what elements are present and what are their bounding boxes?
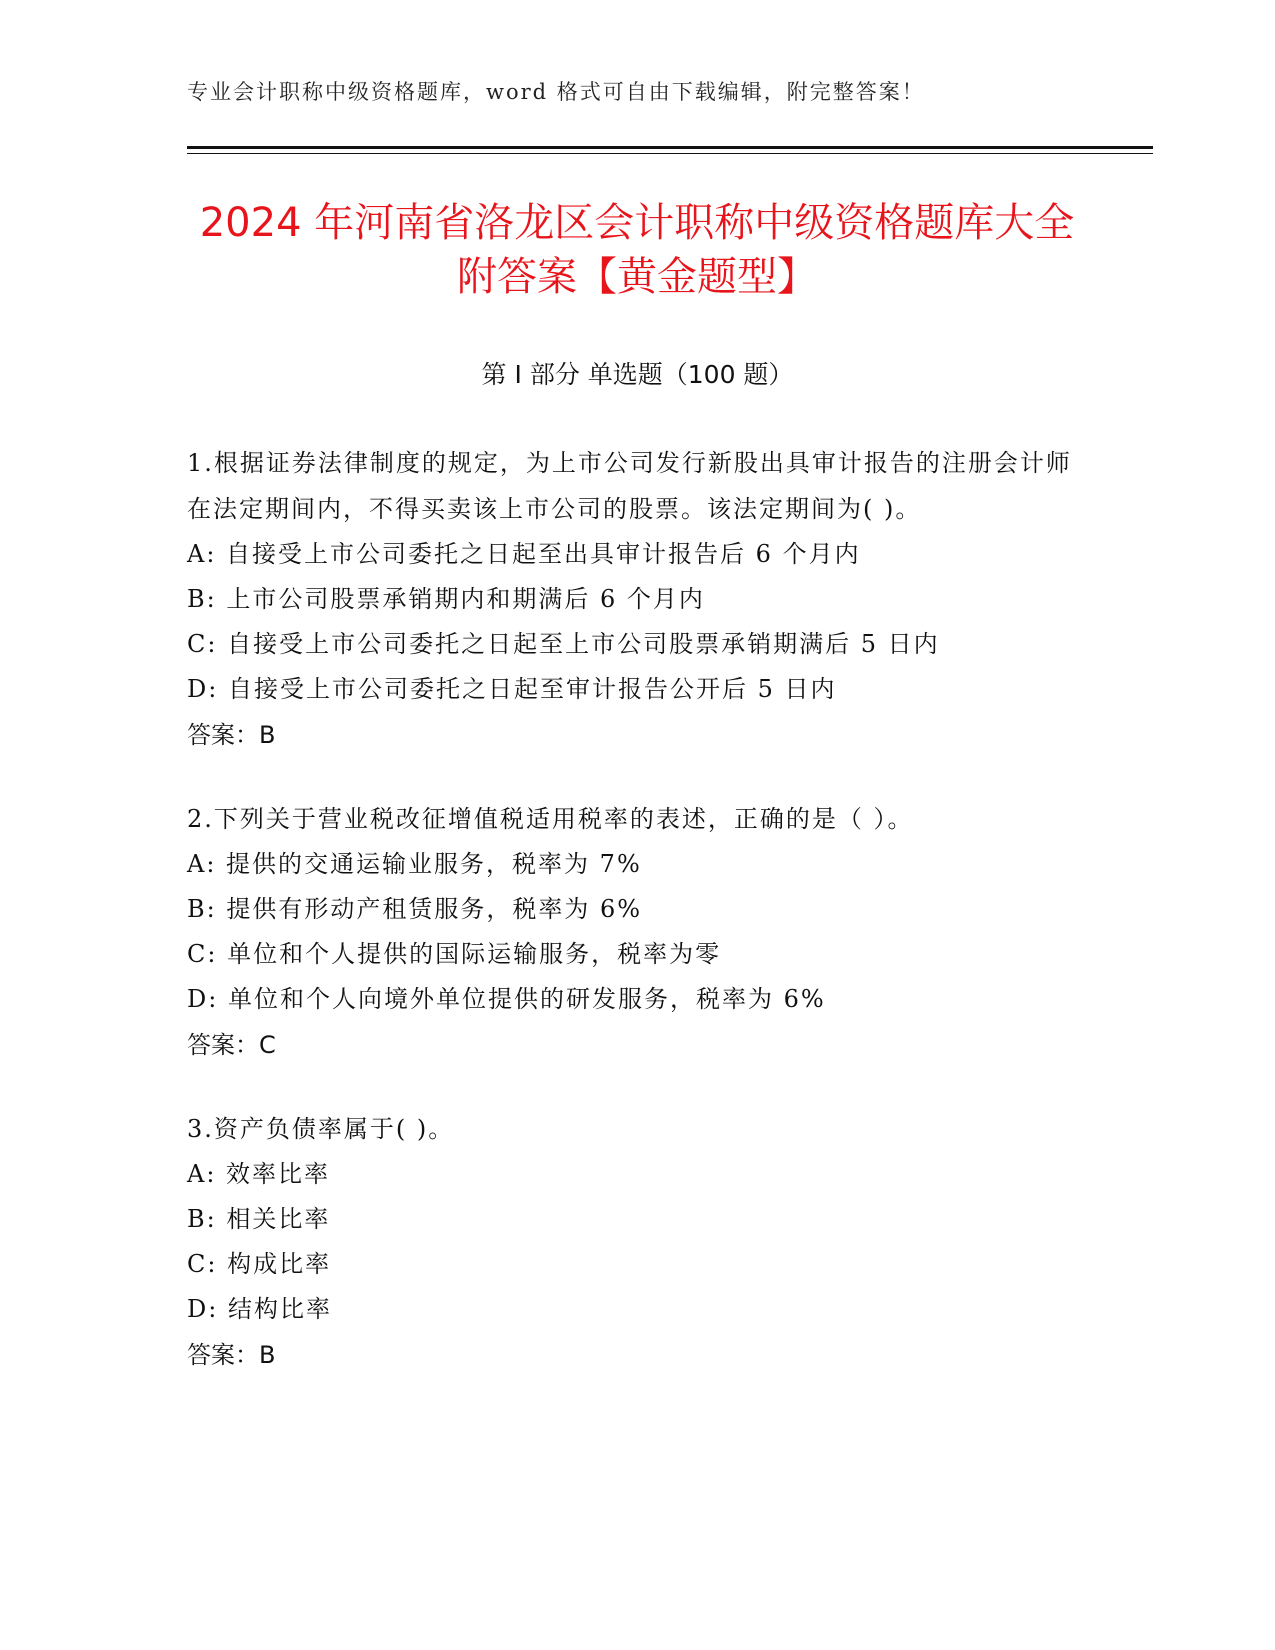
option-b: B: 提供有形动产租赁服务，税率为 6% (187, 895, 643, 923)
option-b: B: 相关比率 (187, 1205, 331, 1233)
question-1 (187, 440, 1087, 758)
header-rule-thin (187, 153, 1153, 154)
option-c: C: 单位和个人提供的国际运输服务，税率为零 (187, 940, 722, 968)
answer-line: 答案：B (187, 721, 276, 749)
option-d: D: 自接受上市公司委托之日起至审计报告公开后 5 日内 (187, 675, 837, 703)
option-a: A: 效率比率 (187, 1160, 331, 1188)
option-d: D: 结构比率 (187, 1295, 332, 1323)
option-a: A: 提供的交通运输业服务，税率为 7% (187, 850, 642, 878)
question-stem: 3.资产负债率属于( )。 (187, 1115, 455, 1143)
question-stem: 2.下列关于营业税改征增值税适用税率的表述，正确的是（ ）。 (187, 805, 914, 833)
question-2 (187, 796, 1087, 1068)
question-list (187, 440, 1087, 1416)
answer-line: 答案：C (187, 1031, 276, 1059)
header-rule-thick (187, 146, 1153, 149)
question-3 (187, 1106, 1087, 1378)
option-d: D: 单位和个人向境外单位提供的研发服务，税率为 6% (187, 985, 826, 1013)
section-heading: 第 I 部分 单选题（100 题） (481, 360, 794, 389)
document-title: 2024 年河南省洛龙区会计职称中级资格题库大全附答案【黄金题型】 (199, 200, 1075, 300)
option-c: C: 构成比率 (187, 1250, 332, 1278)
option-b: B: 上市公司股票承销期内和期满后 6 个月内 (187, 585, 705, 613)
option-a: A: 自接受上市公司委托之日起至出具审计报告后 6 个月内 (187, 540, 861, 568)
answer-line: 答案：B (187, 1341, 276, 1369)
header-note: 专业会计职称中级资格题库，word 格式可自由下载编辑，附完整答案！ (187, 80, 925, 104)
option-c: C: 自接受上市公司委托之日起至上市公司股票承销期满后 5 日内 (187, 630, 940, 658)
question-stem: 1.根据证券法律制度的规定，为上市公司发行新股出具审计报告的注册会计师在法定期间内，不得买卖该上市公司的股票。该法定期间为( )。 (187, 449, 1072, 523)
